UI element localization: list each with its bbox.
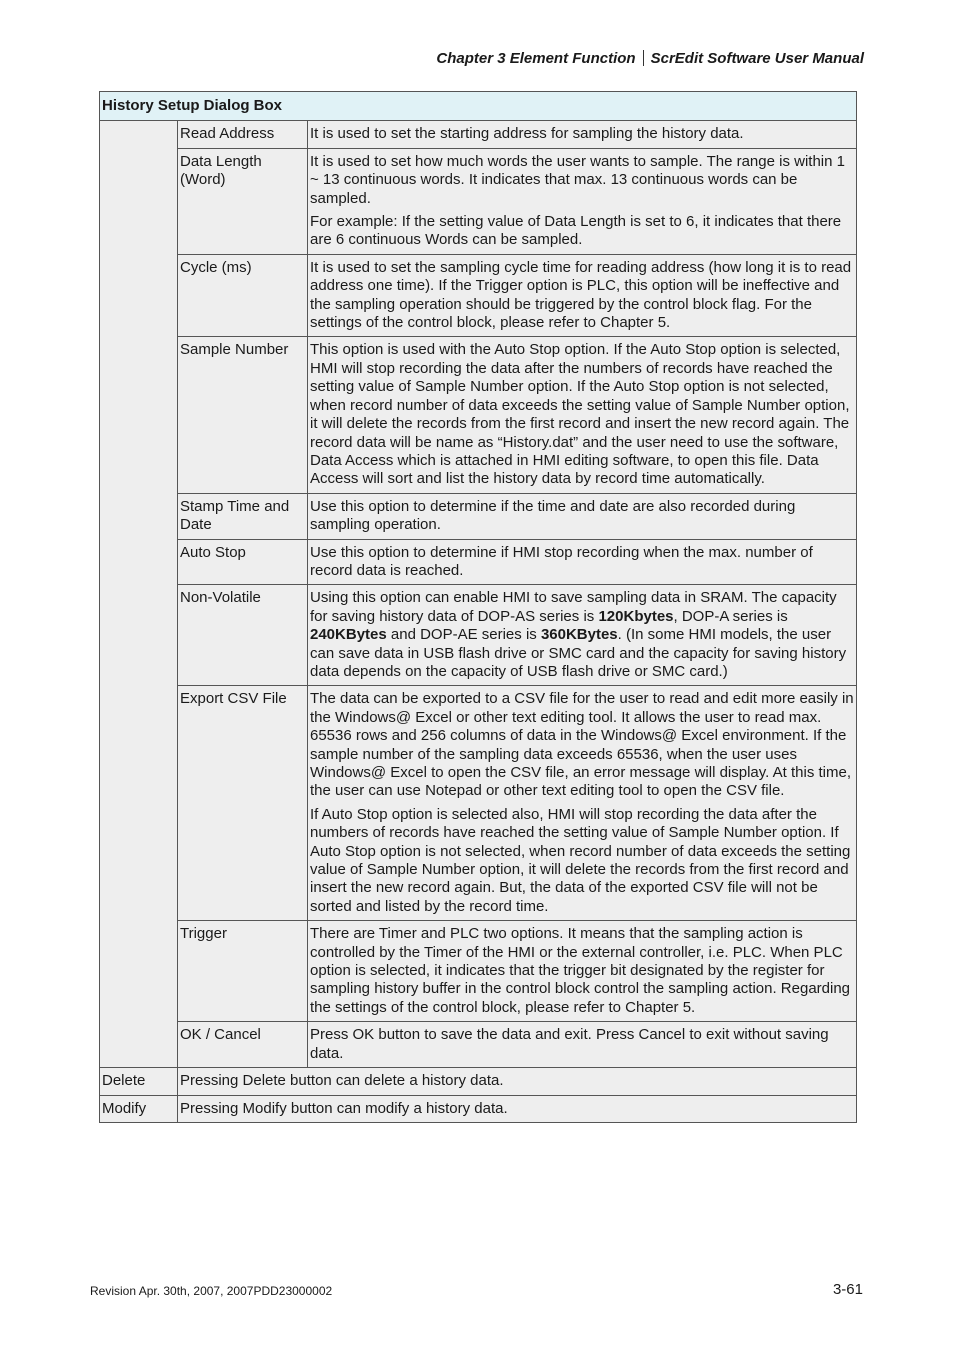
table-row xyxy=(100,337,857,493)
description-paragraph: It is used to set the starting address for sampling the history data. xyxy=(310,125,744,143)
table-row xyxy=(100,254,857,337)
description-paragraph: It is used to set how much words the user wants to sample. The range is within 1 ~ 13 continuous words. It indicates that max. 13 continuous words can be sampled. xyxy=(310,152,845,207)
table-row xyxy=(100,121,857,148)
description-paragraph: For example: If the setting value of Data Length is set to 6, it indicates that there are 6 continuous Words can be sampled. xyxy=(310,213,842,249)
option-description xyxy=(308,585,857,686)
table-row xyxy=(100,148,857,254)
option-description xyxy=(308,1022,857,1068)
revision-text: Revision Apr. 30th, 2007, 2007PDD23000002 xyxy=(90,1284,333,1298)
description-paragraph: There are Timer and PLC two options. It means that the sampling action is controlled by the Timer of the HMI or the external controller, i.e. PLC. When PLC option is selected, it indicates that the trigger bit designated by the register for sampling history buffer in the control block control the sampling action. Regarding the settings of the control block, please refer to Chapter 5. xyxy=(310,925,851,1016)
description-text: . (In some HMI models, the user can save data in USB flash drive or SMC card and the capacity for saving history data depends on the capacity of USB flash drive or SMC card.) xyxy=(310,626,847,680)
option-label: Cycle (ms) xyxy=(178,254,308,337)
table-row xyxy=(100,585,857,686)
capacity-value: 240KBytes xyxy=(310,626,387,644)
indent-cell xyxy=(100,121,178,1068)
option-label: Sample Number xyxy=(178,337,308,493)
page-number: 3-61 xyxy=(832,1281,863,1298)
chapter-title: Chapter 3 Element Function xyxy=(436,50,636,67)
option-label: Auto Stop xyxy=(178,539,308,585)
description-text: , DOP-A series is xyxy=(673,607,788,625)
description-paragraph: It is used to set the sampling cycle time for reading address (how long it is to read address one time). If the Trigger option is PLC, this option will be ineffective and the sampling operation should be triggered by the control block flag. For the settings of the control block, please refer to Chapter 5. xyxy=(310,258,852,332)
option-label: Export CSV File xyxy=(178,686,308,921)
option-description xyxy=(308,539,857,585)
option-label: OK / Cancel xyxy=(178,1022,308,1068)
header-separator xyxy=(643,50,644,66)
description-text: Using this option can enable HMI to save sampling data in SRAM. The capacity for saving history data of DOP-AS series is xyxy=(310,589,837,625)
button-description: Pressing Modify button can modify a history data. xyxy=(178,1095,857,1122)
description-paragraph: Use this option to determine if the time and date are also recorded during sampling operation. xyxy=(310,497,796,534)
table-row xyxy=(100,1068,857,1095)
button-label: Modify xyxy=(100,1095,178,1122)
table-title: History Setup Dialog Box xyxy=(100,92,857,121)
option-label: Data Length (Word) xyxy=(178,148,308,254)
option-label: Trigger xyxy=(178,921,308,1022)
option-description xyxy=(308,254,857,337)
table-row xyxy=(100,539,857,585)
description-paragraph: Use this option to determine if HMI stop recording when the max. number of record data is reached. xyxy=(310,543,813,579)
table-row xyxy=(100,1095,857,1122)
capacity-value: 360KBytes xyxy=(540,626,618,644)
description-paragraph xyxy=(310,589,854,681)
option-description xyxy=(308,921,857,1022)
option-label: Non-Volatile xyxy=(178,585,308,686)
page-header xyxy=(436,50,864,67)
button-description: Pressing Delete button can delete a history data. xyxy=(178,1068,857,1095)
description-paragraph: The data can be exported to a CSV file for the user to read and edit more easily in the Windows@ Excel or other text editing tool. It allows the user to read max. 65536 rows and 256 columns of data in the Windows@ Excel environment. If the sample number of the sampling data exceeds 65536, when the user uses Windows@ Excel to open the CSV file, an error message will display. At this time, the user can use Notepad or other text editing tool to open the CSV file. xyxy=(310,690,854,800)
option-description xyxy=(308,337,857,493)
option-label: Read Address xyxy=(178,121,308,148)
history-setup-table xyxy=(99,91,857,1123)
manual-title: ScrEdit Software User Manual xyxy=(650,50,864,67)
option-description xyxy=(308,686,857,921)
table-title-row xyxy=(100,92,857,121)
option-description xyxy=(308,493,857,539)
button-label: Delete xyxy=(100,1068,178,1095)
capacity-value: 120Kbytes xyxy=(598,607,674,625)
option-description xyxy=(308,121,857,148)
description-paragraph: Press OK button to save the data and exit. Press Cancel to exit without saving data. xyxy=(310,1026,829,1062)
description-text: and DOP-AE series is xyxy=(386,626,541,644)
description-paragraph: If Auto Stop option is selected also, HMI will stop recording the data after the numbers of records have reached the setting value of Sample Number option. If Auto Stop option is not selected, when record number of data exceeds the setting value of Sample Number option, it will delete the records from the first record and insert the new record again. But, the data of the exported CSV file will not be sorted and listed by the record time. xyxy=(310,805,851,915)
option-description xyxy=(308,148,857,254)
description-paragraph: This option is used with the Auto Stop option. If the Auto Stop option is selected, HMI will stop recording the data after the numbers of records have reached the setting value of Sample Number option. If the Auto Stop option is not selected, when record number of data exceeds the setting value of Sample Number option, it will delete the records from the first record and insert the new record again. The record data will be name as “History.dat” and the user need to use the software, Data Access which is attached in HMI editing software, to open this file. Data Access will sort and list the history data by record time automatically. xyxy=(310,341,850,488)
table-row xyxy=(100,921,857,1022)
table-row xyxy=(100,686,857,921)
option-label: Stamp Time and Date xyxy=(178,493,308,539)
table-row xyxy=(100,1022,857,1068)
table-row xyxy=(100,493,857,539)
